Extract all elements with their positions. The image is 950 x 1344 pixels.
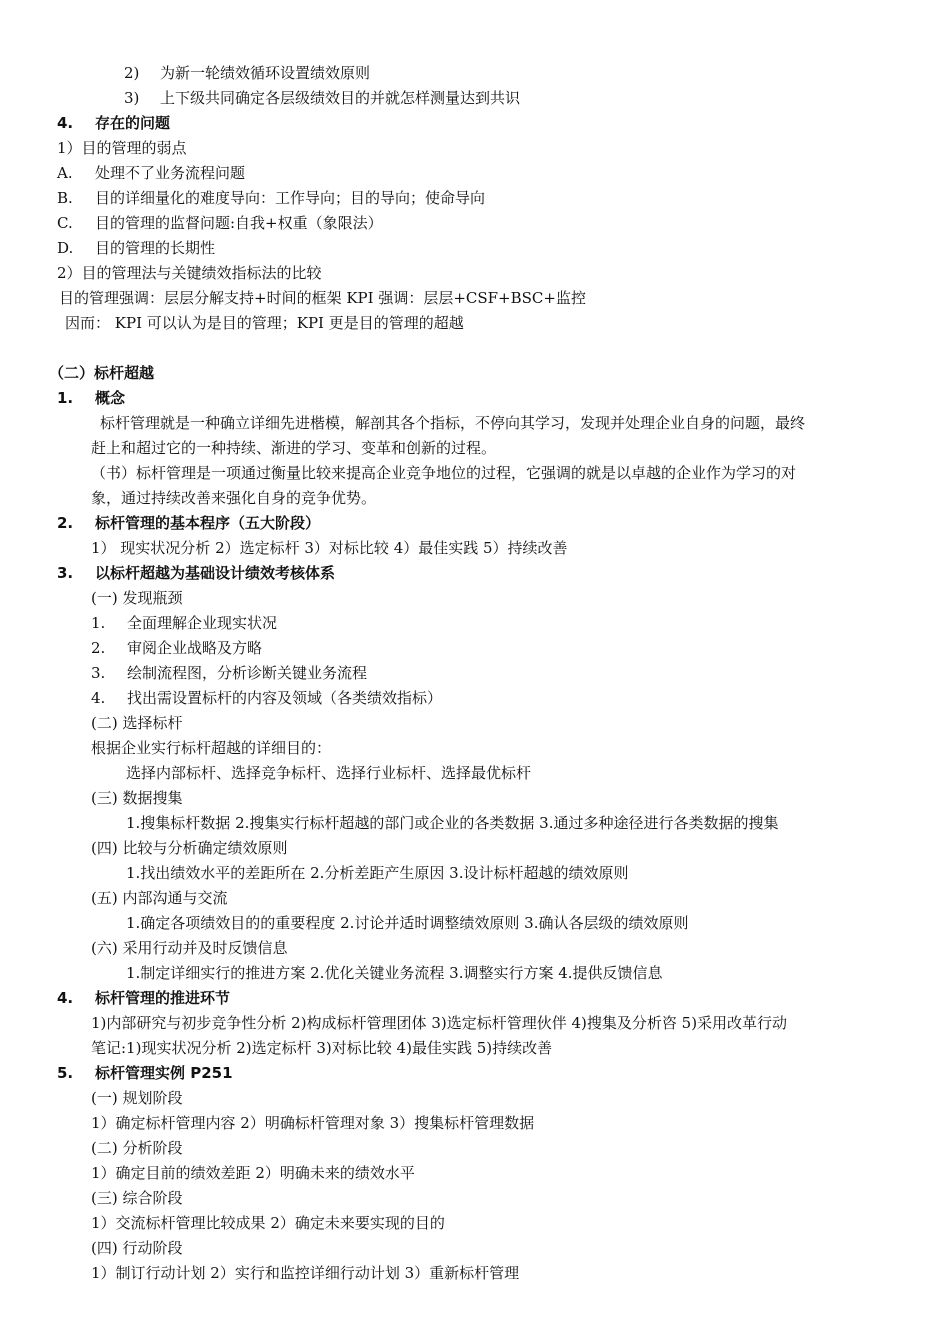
list-text: 为新一轮绩效循环设置绩效原则 [160, 64, 371, 82]
subheading: (六) 采用行动并及时反馈信息 [91, 939, 288, 957]
subheading: 2）目的管理法与关键绩效指标法的比较 [57, 264, 322, 282]
section-heading [57, 388, 125, 408]
paragraph-line: 1)内部研究与初步竞争性分析 2)构成标杆管理团体 3)选定标杆管理伙伴 4)搜集及分析咨 5)采用改革行动 [91, 1014, 788, 1032]
paragraph-line: 笔记:1)现实状况分析 2)选定标杆 3)对标比较 4)最佳实践 5)持续改善 [91, 1039, 553, 1057]
subheading: (一) 规划阶段 [91, 1089, 183, 1107]
list-text: 上下级共同确定各层级绩效目的并就怎样测量达到共识 [160, 89, 521, 107]
heading-text: 以标杆超越为基础设计绩效考核体系 [95, 564, 336, 582]
list-number: D. [57, 239, 74, 257]
paragraph-line: 标杆管理就是一种确立详细先进楷模，解剖其各个指标，不停向其学习，发现并处理企业自身的问题，最终 [100, 414, 806, 432]
subheading: (二) 分析阶段 [91, 1139, 183, 1157]
paragraph-line: 因而： KPI 可以认为是目的管理；KPI 更是目的管理的超越 [65, 314, 464, 332]
subheading: (一) 发现瓶颈 [91, 589, 183, 607]
paragraph-line: 1） 现实状况分析 2）选定标杆 3）对标比较 4）最佳实践 5）持续改善 [91, 539, 568, 557]
subheading: (四) 行动阶段 [91, 1239, 183, 1257]
list-number: 2. [91, 639, 106, 657]
list-item [57, 188, 485, 208]
list-item [57, 213, 383, 233]
heading-text: 存在的问题 [95, 114, 171, 132]
paragraph-line: 1.确定各项绩效目的的重要程度 2.讨论并适时调整绩效原则 3.确认各层级的绩效原则 [126, 914, 689, 932]
list-number: B. [57, 189, 73, 207]
list-item [91, 688, 442, 708]
list-item [91, 663, 367, 683]
heading-text: 概念 [95, 389, 126, 407]
list-text: 目的管理的监督问题:自我+权重（象限法） [95, 214, 383, 232]
heading-text: 标杆管理的推进环节 [95, 989, 231, 1007]
list-item [124, 88, 520, 108]
heading-number: 5. [57, 1064, 74, 1082]
list-text: 审阅企业战略及方略 [127, 639, 263, 657]
subheading: (五) 内部沟通与交流 [91, 889, 228, 907]
paragraph-line: 1）确定标杆管理内容 2）明确标杆管理对象 3）搜集标杆管理数据 [91, 1114, 535, 1132]
paragraph-line: 1.搜集标杆数据 2.搜集实行标杆超越的部门或企业的各类数据 3.通过多种途径进行各类数据的搜集 [126, 814, 779, 832]
section-heading [57, 513, 320, 533]
paragraph-line: 1）交流标杆管理比较成果 2）确定未来要实现的目的 [91, 1214, 445, 1232]
list-text: 处理不了业务流程问题 [95, 164, 246, 182]
heading-number: 4. [57, 989, 74, 1007]
list-item [91, 638, 262, 658]
list-number: 1. [91, 614, 106, 632]
subheading: (四) 比较与分析确定绩效原则 [91, 839, 288, 857]
list-item [57, 238, 215, 258]
heading-text: 标杆管理的基本程序（五大阶段） [95, 514, 321, 532]
heading-text: 标杆管理实例 P251 [95, 1064, 233, 1082]
subheading: (三) 综合阶段 [91, 1189, 183, 1207]
section-heading [57, 113, 170, 133]
heading-number: 2. [57, 514, 74, 532]
list-item [57, 163, 245, 183]
list-item [124, 63, 370, 83]
section-heading [57, 1063, 233, 1083]
list-text: 全面理解企业现实状况 [127, 614, 278, 632]
list-text: 目的管理的长期性 [95, 239, 216, 257]
paragraph-line: 象，通过持续改善来强化自身的竞争优势。 [91, 489, 377, 507]
list-number: 2) [124, 64, 140, 82]
list-item [91, 613, 277, 633]
paragraph-line: 根据企业实行标杆超越的详细目的： [91, 739, 332, 757]
paragraph-line: 1.找出绩效水平的差距所在 2.分析差距产生原因 3.设计标杆超越的绩效原则 [126, 864, 629, 882]
list-number: C. [57, 214, 73, 232]
heading-number: 4. [57, 114, 74, 132]
list-number: 3. [91, 664, 106, 682]
section-heading [57, 563, 335, 583]
list-text: 目的详细量化的难度导向：工作导向；目的导向；使命导向 [95, 189, 486, 207]
paragraph-line: 目的管理强调：层层分解支持+时间的框架 KPI 强调：层层+CSF+BSC+监控 [59, 289, 586, 307]
heading-number: 1. [57, 389, 74, 407]
heading-number: 3. [57, 564, 74, 582]
list-text: 找出需设置标杆的内容及领域（各类绩效指标） [127, 689, 443, 707]
paragraph-line: 选择内部标杆、选择竞争标杆、选择行业标杆、选择最优标杆 [126, 764, 532, 782]
paragraph-line: 1.制定详细实行的推进方案 2.优化关键业务流程 3.调整实行方案 4.提供反馈信息 [126, 964, 663, 982]
subheading: (三) 数据搜集 [91, 789, 183, 807]
list-text: 绘制流程图，分析诊断关键业务流程 [127, 664, 368, 682]
subheading: (二) 选择标杆 [91, 714, 183, 732]
paragraph-line: 赶上和超过它的一种持续、渐进的学习、变革和创新的过程。 [91, 439, 497, 457]
list-number: 4. [91, 689, 106, 707]
section-heading [57, 988, 230, 1008]
list-number: 3) [124, 89, 140, 107]
paragraph-line: （书）标杆管理是一项通过衡量比较来提高企业竞争地位的过程，它强调的就是以卓越的企业作为学习的对 [91, 464, 797, 482]
list-number: A. [57, 164, 73, 182]
paragraph-line: 1）制订行动计划 2）实行和监控详细行动计划 3）重新标杆管理 [91, 1264, 520, 1282]
paragraph-line: 1）确定目前的绩效差距 2）明确未来的绩效水平 [91, 1164, 415, 1182]
subheading: 1）目的管理的弱点 [57, 139, 187, 157]
section-title: （二）标杆超越 [49, 364, 155, 382]
